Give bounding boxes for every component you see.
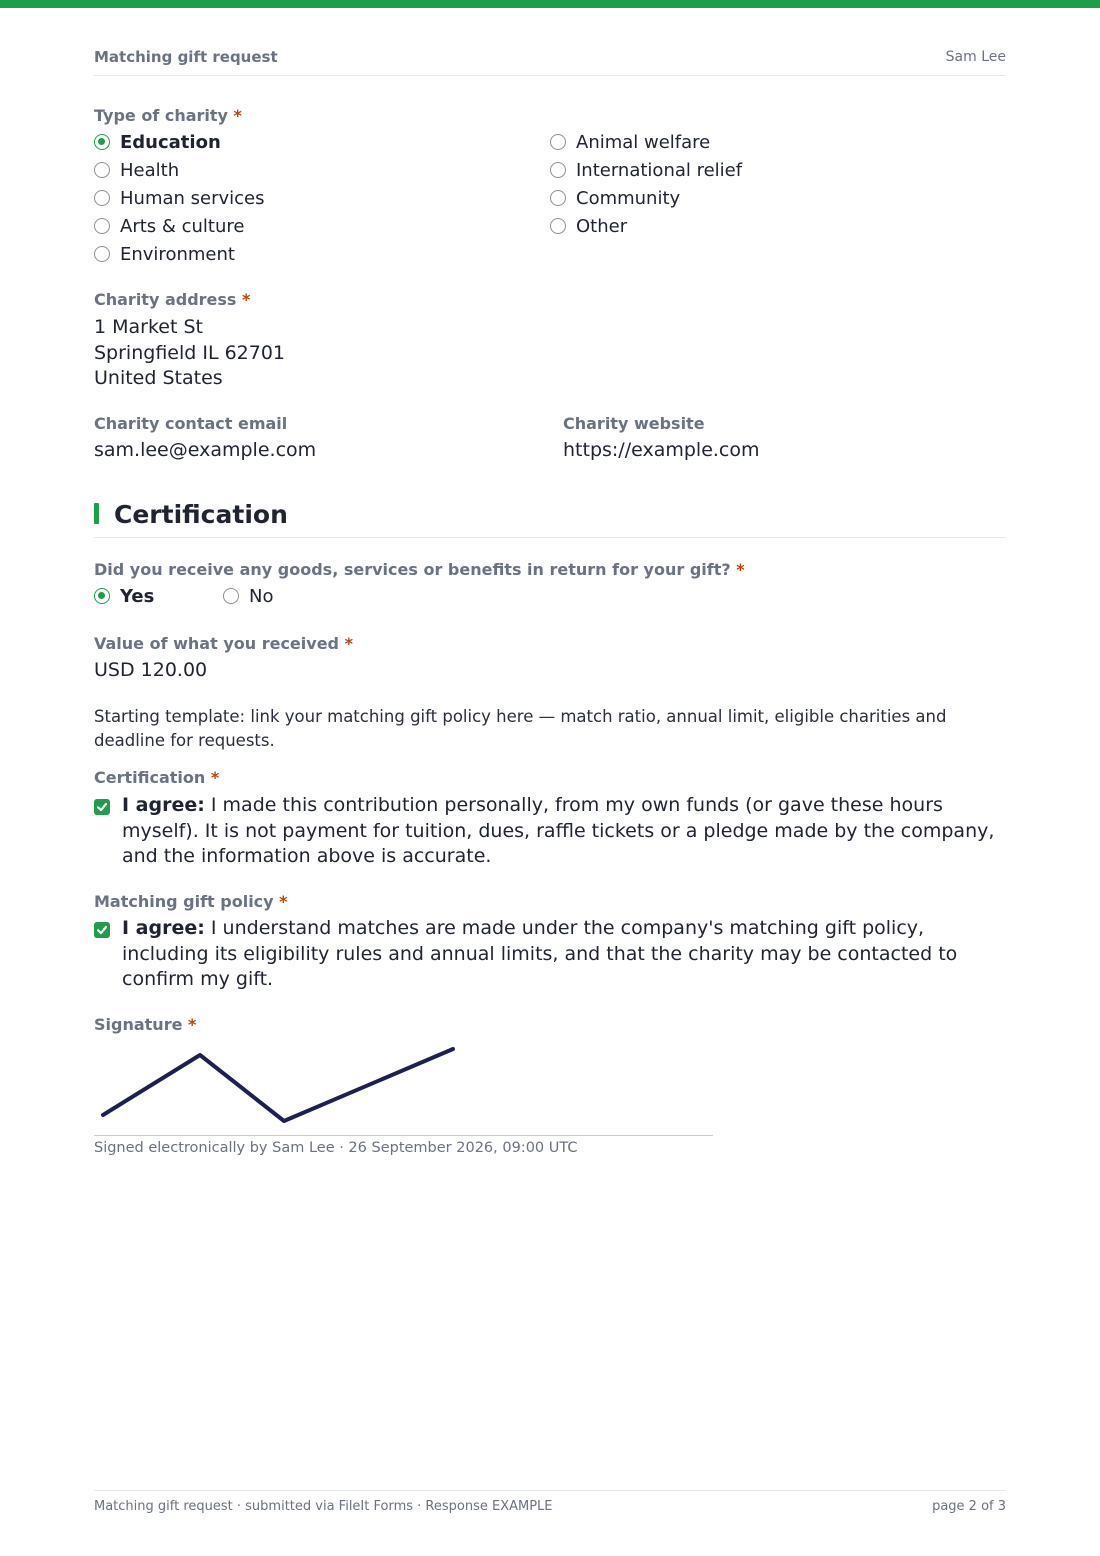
agree-label: I agree:	[122, 794, 205, 816]
radio-unselected-icon	[223, 588, 239, 604]
required-mark: *	[233, 106, 242, 125]
required-mark: *	[344, 634, 353, 653]
agree-label: I agree:	[122, 917, 205, 939]
signature-baseline	[94, 1135, 713, 1136]
form-title: Matching gift request	[94, 48, 278, 66]
charity-type-option-human-services[interactable]	[94, 187, 265, 209]
charity-email-label: Charity contact email	[94, 414, 288, 433]
radio-unselected-icon	[550, 134, 566, 150]
charity-type-option-other[interactable]	[550, 215, 627, 237]
option-label: No	[249, 585, 274, 607]
charity-address-value	[94, 315, 285, 392]
matching-policy-statement: I understand matches are made under the company's matching gift policy, including its eligibility rules and annual limits, and that the charity may be contacted to confirm my gift.	[122, 917, 958, 990]
radio-unselected-icon	[94, 218, 110, 234]
charity-type-option-animal-welfare[interactable]	[550, 131, 710, 153]
certification-section-header	[94, 500, 1006, 538]
signature-drawing	[94, 1040, 474, 1130]
value-received-value: USD 120.00	[94, 659, 208, 681]
charity-address-label	[94, 290, 250, 309]
matching-policy-agreement	[94, 916, 1006, 994]
radio-unselected-icon	[550, 218, 566, 234]
page-footer	[94, 1490, 1006, 1520]
required-mark: *	[736, 560, 745, 579]
matching-policy-checkbox[interactable]	[94, 922, 110, 938]
signature-label	[94, 1015, 196, 1034]
certification-checkbox[interactable]	[94, 799, 110, 815]
radio-unselected-icon	[550, 190, 566, 206]
required-mark: *	[242, 290, 251, 309]
footer-info: Matching gift request · submitted via FileIt Forms · Response EXAMPLE	[94, 1499, 553, 1514]
charity-type-label	[94, 106, 242, 125]
required-mark: *	[188, 1015, 197, 1034]
top-accent-bar	[0, 0, 1100, 8]
matching-policy-label	[94, 892, 288, 911]
section-accent-bar	[94, 503, 99, 524]
charity-type-option-arts-culture[interactable]	[94, 215, 244, 237]
option-label: Other	[576, 215, 628, 237]
charity-type-option-education[interactable]	[94, 131, 221, 153]
matching-policy-label-text: Matching gift policy	[94, 892, 274, 911]
option-label: Health	[120, 159, 180, 181]
page-header	[94, 48, 1006, 76]
radio-selected-icon	[94, 134, 110, 150]
value-received-label	[94, 634, 353, 653]
radio-unselected-icon	[94, 246, 110, 262]
charity-type-option-international-relief[interactable]	[550, 159, 742, 181]
benefits-question-label	[94, 560, 745, 579]
option-label: International relief	[576, 159, 743, 181]
charity-type-label-text: Type of charity	[94, 106, 228, 125]
certification-agreement	[94, 793, 1006, 871]
section-title: Certification	[114, 500, 288, 529]
charity-website-value: https://example.com	[563, 439, 760, 461]
address-line: 1 Market St	[94, 316, 203, 338]
value-received-label-text: Value of what you received	[94, 634, 339, 653]
address-line: Springfield IL 62701	[94, 341, 286, 364]
certification-label-text: Certification	[94, 768, 206, 787]
option-label: Community	[576, 187, 681, 209]
charity-type-option-health[interactable]	[94, 159, 179, 181]
charity-type-option-environment[interactable]	[94, 243, 235, 265]
certification-label	[94, 768, 219, 787]
address-line: United States	[94, 367, 223, 389]
option-label: Arts & culture	[120, 215, 245, 237]
required-mark: *	[279, 892, 288, 911]
charity-address-label-text: Charity address	[94, 290, 237, 309]
option-label: Animal welfare	[576, 131, 711, 153]
radio-unselected-icon	[94, 162, 110, 178]
option-label: Education	[120, 131, 221, 153]
charity-website-label: Charity website	[563, 414, 705, 433]
option-label: Yes	[120, 585, 155, 607]
matching-policy-text	[122, 916, 1006, 993]
policy-note: Starting template: link your matching gift policy here — match ratio, annual limit, eligible charities and deadline for requests.	[94, 707, 947, 750]
charity-type-option-community[interactable]	[550, 187, 680, 209]
page-number: page 2 of 3	[932, 1499, 1006, 1514]
option-label: Environment	[120, 243, 235, 265]
option-label: Human services	[120, 187, 265, 209]
radio-selected-icon	[94, 588, 110, 604]
benefits-option-yes[interactable]	[94, 585, 154, 607]
benefits-question-text: Did you receive any goods, services or benefits in return for your gift?	[94, 560, 731, 579]
signature-label-text: Signature	[94, 1015, 183, 1034]
signature-caption: Signed electronically by Sam Lee · 26 September 2026, 09:00 UTC	[94, 1140, 578, 1156]
checkmark-icon	[94, 922, 110, 938]
charity-email-value: sam.lee@example.com	[94, 439, 317, 461]
checkmark-icon	[94, 799, 110, 815]
respondent-name: Sam Lee	[945, 49, 1006, 65]
radio-unselected-icon	[94, 190, 110, 206]
radio-unselected-icon	[550, 162, 566, 178]
certification-text	[122, 793, 1006, 870]
required-mark: *	[210, 768, 220, 787]
certification-statement: I made this contribution personally, from my own funds (or gave these hours myself). It is not payment for tuition, dues, raffle tickets or a pledge made by the company, and the information above is accurate.	[122, 794, 995, 867]
benefits-option-no[interactable]	[223, 585, 273, 607]
